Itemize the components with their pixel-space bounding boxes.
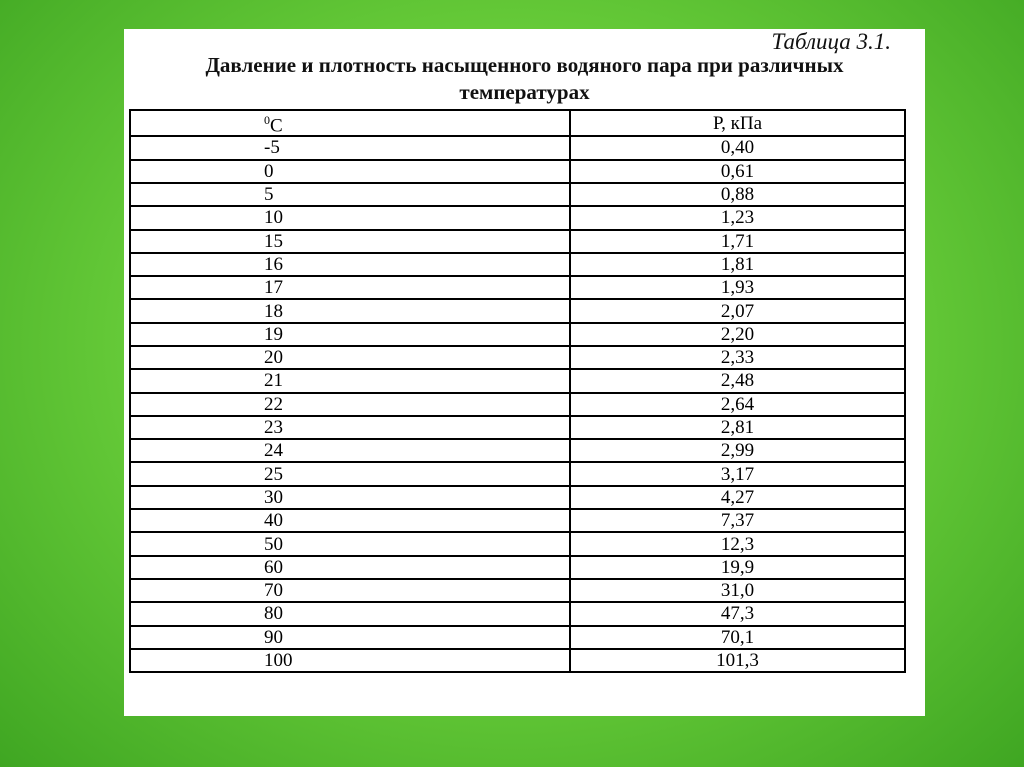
pressure-cell: 2,81 bbox=[570, 416, 905, 439]
temperature-cell: 23 bbox=[130, 416, 570, 439]
pressure-cell: 12,3 bbox=[570, 532, 905, 555]
table-row bbox=[130, 369, 905, 392]
table-row bbox=[130, 230, 905, 253]
table-row bbox=[130, 393, 905, 416]
table-row bbox=[130, 299, 905, 322]
temperature-cell: 21 bbox=[130, 369, 570, 392]
table-row bbox=[130, 532, 905, 555]
pressure-cell: 0,88 bbox=[570, 183, 905, 206]
temperature-cell: 60 bbox=[130, 556, 570, 579]
table-row bbox=[130, 253, 905, 276]
temperature-cell: 25 bbox=[130, 462, 570, 485]
table-row bbox=[130, 439, 905, 462]
table-row bbox=[130, 626, 905, 649]
header-pressure: Р, кПа bbox=[570, 110, 905, 136]
pressure-cell: 2,20 bbox=[570, 323, 905, 346]
header-temperature bbox=[130, 110, 570, 136]
pressure-cell: 2,99 bbox=[570, 439, 905, 462]
temperature-cell: 18 bbox=[130, 299, 570, 322]
temperature-cell: 50 bbox=[130, 532, 570, 555]
table-title-line-2: температурах bbox=[459, 80, 590, 104]
pressure-cell: 47,3 bbox=[570, 602, 905, 625]
table-row bbox=[130, 136, 905, 159]
table-header-row bbox=[130, 110, 905, 136]
pressure-cell: 101,3 bbox=[570, 649, 905, 672]
temperature-cell: 0 bbox=[130, 160, 570, 183]
pressure-cell: 3,17 bbox=[570, 462, 905, 485]
pressure-cell: 1,81 bbox=[570, 253, 905, 276]
table-row bbox=[130, 416, 905, 439]
temperature-cell: 24 bbox=[130, 439, 570, 462]
table-row bbox=[130, 462, 905, 485]
table-row bbox=[130, 602, 905, 625]
pressure-cell: 2,48 bbox=[570, 369, 905, 392]
temperature-cell: 100 bbox=[130, 649, 570, 672]
pressure-cell: 1,93 bbox=[570, 276, 905, 299]
table-title-line-1: Давление и плотность насыщенного водяного пара при различных bbox=[205, 53, 844, 77]
table-row bbox=[130, 346, 905, 369]
table-row bbox=[130, 486, 905, 509]
table-row bbox=[130, 649, 905, 672]
pressure-cell: 70,1 bbox=[570, 626, 905, 649]
pressure-cell: 0,40 bbox=[570, 136, 905, 159]
temperature-cell: 16 bbox=[130, 253, 570, 276]
pressure-cell: 7,37 bbox=[570, 509, 905, 532]
pressure-cell: 2,33 bbox=[570, 346, 905, 369]
table-caption: Таблица 3.1. bbox=[771, 29, 891, 54]
table-row bbox=[130, 556, 905, 579]
table-row bbox=[130, 509, 905, 532]
temperature-cell: 5 bbox=[130, 183, 570, 206]
document-sheet bbox=[124, 29, 925, 716]
temperature-cell: 22 bbox=[130, 393, 570, 416]
temperature-cell: 10 bbox=[130, 206, 570, 229]
temperature-cell: 30 bbox=[130, 486, 570, 509]
temperature-cell: 15 bbox=[130, 230, 570, 253]
pressure-cell: 1,23 bbox=[570, 206, 905, 229]
header-degree-mark: 0 bbox=[264, 113, 270, 127]
table-row bbox=[130, 160, 905, 183]
temperature-cell: 20 bbox=[130, 346, 570, 369]
pressure-cell: 0,61 bbox=[570, 160, 905, 183]
temperature-cell: 90 bbox=[130, 626, 570, 649]
pressure-cell: 2,64 bbox=[570, 393, 905, 416]
pressure-cell: 31,0 bbox=[570, 579, 905, 602]
pressure-cell: 1,71 bbox=[570, 230, 905, 253]
temperature-cell: -5 bbox=[130, 136, 570, 159]
table-row bbox=[130, 206, 905, 229]
table-body bbox=[130, 136, 905, 672]
table-row bbox=[130, 276, 905, 299]
table-row bbox=[130, 183, 905, 206]
table-row bbox=[130, 323, 905, 346]
header-temperature-unit: С bbox=[270, 115, 283, 137]
pressure-cell: 4,27 bbox=[570, 486, 905, 509]
pressure-table bbox=[129, 109, 906, 673]
temperature-cell: 70 bbox=[130, 579, 570, 602]
temperature-cell: 19 bbox=[130, 323, 570, 346]
temperature-cell: 40 bbox=[130, 509, 570, 532]
temperature-cell: 80 bbox=[130, 602, 570, 625]
pressure-cell: 19,9 bbox=[570, 556, 905, 579]
temperature-cell: 17 bbox=[130, 276, 570, 299]
table-title bbox=[124, 52, 925, 106]
table-row bbox=[130, 579, 905, 602]
pressure-cell: 2,07 bbox=[570, 299, 905, 322]
